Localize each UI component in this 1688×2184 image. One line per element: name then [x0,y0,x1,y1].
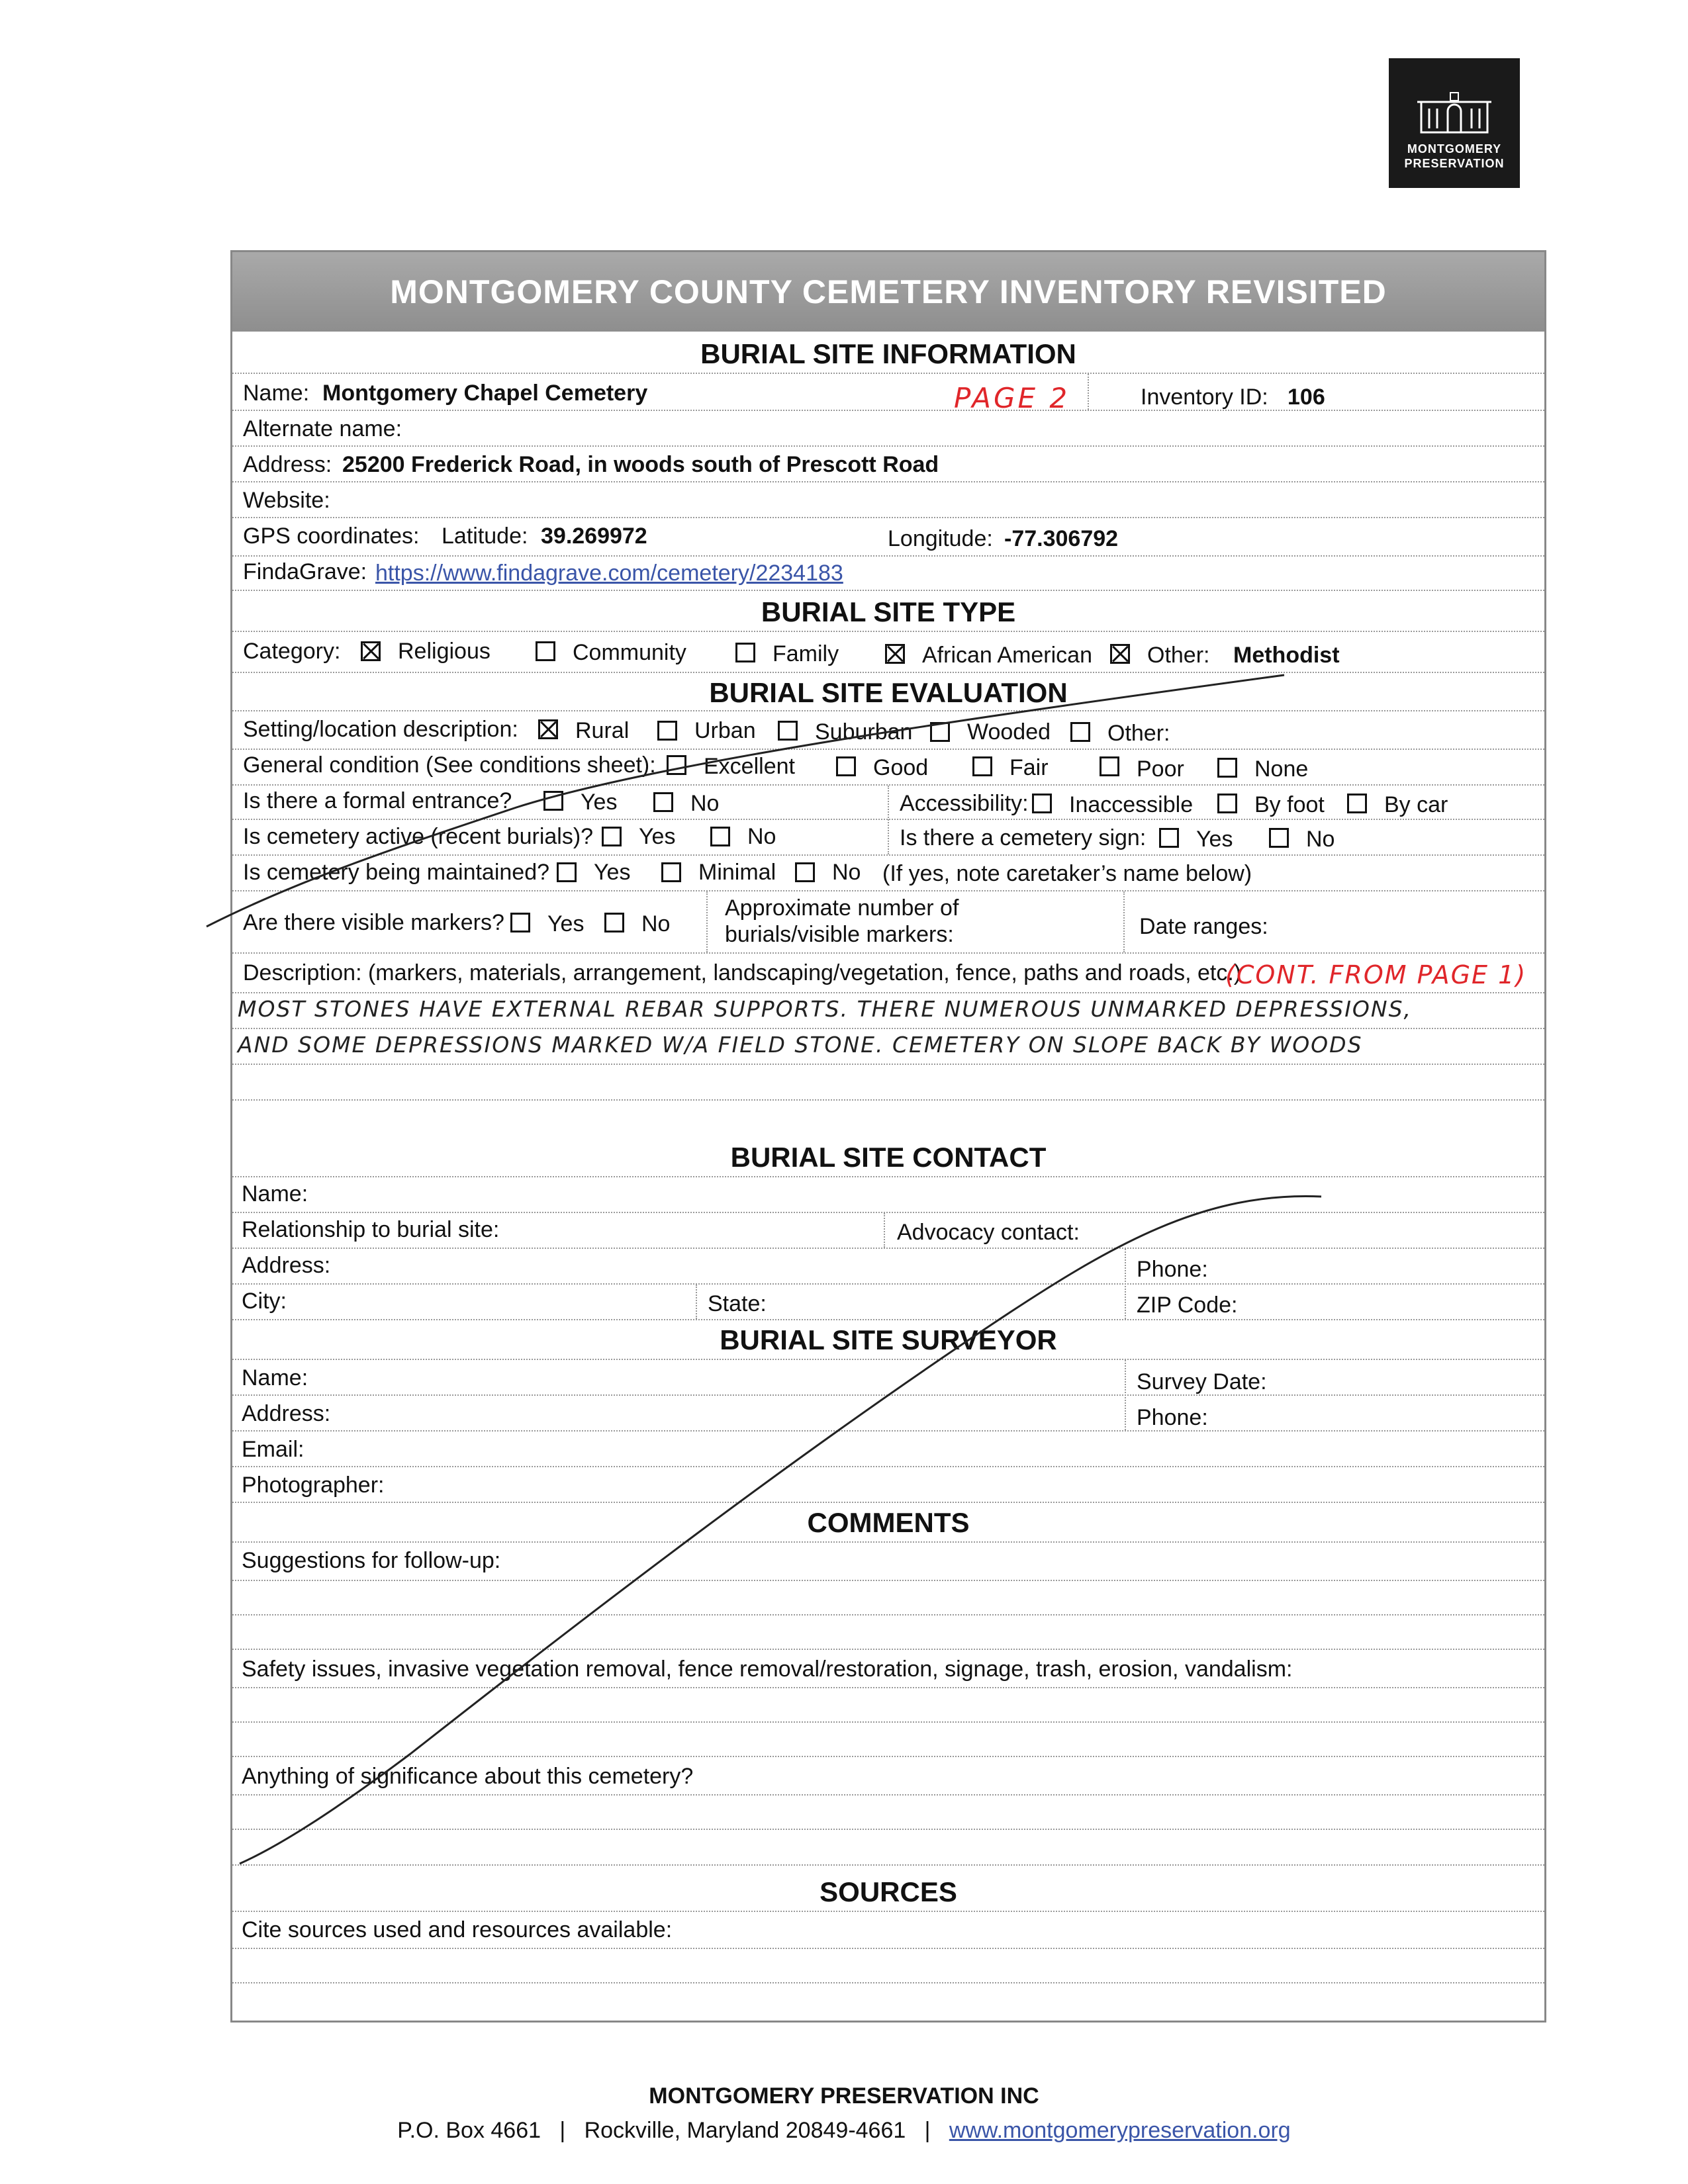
entrance-label: Is there a formal entrance? [243,788,512,813]
section-comments: COMMENTS [807,1507,970,1538]
state-label: State: [708,1291,767,1316]
fair-label: Fair [1009,755,1049,780]
relationship-label: Relationship to burial site: [242,1217,500,1242]
description-label: Description: (markers, materials, arrangement, landscaping/vegetation, fence, paths and roads, etc.) [243,960,1242,985]
surveyor-address-label: Address: [242,1401,331,1426]
latitude-value[interactable]: 39.269972 [541,523,647,549]
footer-separator-1: | [559,2118,566,2143]
other-type-value[interactable]: Methodist [1233,643,1340,668]
entrance-no-label: No [690,791,720,816]
family-label: Family [773,641,839,666]
contact-phone-label: Phone: [1137,1257,1208,1282]
zip-code-label: ZIP Code: [1137,1293,1238,1318]
condition-label: General condition (See conditions sheet): [243,752,656,778]
other-type-label: Other: [1147,643,1210,668]
suburban-label: Suburban [815,719,913,745]
address-label: Address: [243,452,332,477]
caretaker-note: (If yes, note caretaker’s name below) [882,861,1252,886]
findagrave-link[interactable]: https://www.findagrave.com/cemetery/2234183 [375,561,843,586]
longitude-value[interactable]: -77.306792 [1004,526,1119,551]
footer-city: Rockville, Maryland 20849-4661 [584,2118,906,2143]
none-label: None [1254,756,1309,782]
active-no-label: No [747,824,776,849]
african-american-label: African American [922,643,1092,668]
other-setting-label: Other: [1107,721,1170,746]
excellent-label: Excellent [704,754,795,779]
section-sources: SOURCES [820,1876,957,1907]
name-label: Name: [243,381,310,406]
section-burial-site-information: BURIAL SITE INFORMATION [700,338,1076,369]
maintained-label: Is cemetery being maintained? [243,860,550,885]
sign-label: Is there a cemetery sign: [900,825,1147,850]
form-title: MONTGOMERY COUNTY CEMETERY INVENTORY REVISITED [232,252,1544,332]
wooded-label: Wooded [967,719,1051,745]
surveyor-name-label: Name: [242,1365,308,1390]
sources-label: Cite sources used and resources available: [242,1917,673,1942]
maintained-no-label: No [832,860,861,885]
markers-yes-label: Yes [547,911,585,936]
inaccessible-label: Inaccessible [1069,792,1194,817]
maintained-yes-label: Yes [594,860,631,885]
alternate-name-label: Alternate name: [243,416,402,441]
entrance-yes-label: Yes [581,790,618,815]
page-note: PAGE 2 [954,382,1070,414]
inventory-id-value[interactable]: 106 [1288,385,1325,410]
by-foot-label: By foot [1254,792,1325,817]
community-label: Community [573,640,686,665]
gps-label: GPS coordinates: [243,523,420,549]
logo-line-1: MONTGOMERY [1407,142,1502,156]
markers-label: Are there visible markers? [243,910,504,935]
safety-issues-label: Safety issues, invasive vegetation removal, fence removal/restoration, signage, trash, erosion, vandalism: [242,1657,1293,1682]
sign-no-label: No [1306,827,1335,852]
longitude-label: Longitude: [888,526,993,551]
address-value[interactable]: 25200 Frederick Road, in woods south of Prescott Road [342,452,939,477]
continued-note: (CONT. FROM PAGE 1) [1225,960,1527,989]
religious-label: Religious [398,639,491,664]
active-yes-label: Yes [639,824,676,849]
by-car-label: By car [1384,792,1448,817]
poor-label: Poor [1137,756,1184,782]
name-value[interactable]: Montgomery Chapel Cemetery [322,381,648,406]
section-burial-site-type: BURIAL SITE TYPE [761,596,1016,627]
sign-yes-label: Yes [1196,827,1233,852]
section-burial-site-evaluation: BURIAL SITE EVALUATION [709,677,1068,708]
section-burial-site-contact: BURIAL SITE CONTACT [730,1142,1047,1173]
markers-no-label: No [641,911,671,936]
email-label: Email: [242,1437,305,1462]
maintained-minimal-label: Minimal [698,860,776,885]
setting-label: Setting/location description: [243,717,518,742]
latitude-label: Latitude: [442,523,528,549]
footer-po-box: P.O. Box 4661 [397,2118,541,2143]
section-burial-site-surveyor: BURIAL SITE SURVEYOR [720,1324,1057,1355]
survey-date-label: Survey Date: [1137,1369,1267,1394]
contact-address-label: Address: [242,1253,331,1278]
footer-address-line [0,2118,1688,2144]
footer-website-link[interactable]: www.montgomerypreservation.org [949,2118,1291,2143]
accessibility-label: Accessibility: [900,791,1029,816]
inventory-id-label: Inventory ID: [1141,385,1268,410]
active-label: Is cemetery active (recent burials)? [243,824,594,849]
significance-label: Anything of significance about this cemetery? [242,1764,694,1789]
footer-organization: MONTGOMERY PRESERVATION INC [649,2083,1039,2109]
description-handwritten-line-1: MOST STONES HAVE EXTERNAL REBAR SUPPORTS. THERE NUMEROUS UNMARKED DEPRESSIONS, [238,996,1413,1022]
suggestions-label: Suggestions for follow-up: [242,1548,501,1573]
approx-burials-label-2: burials/visible markers: [725,922,954,947]
surveyor-phone-label: Phone: [1137,1405,1208,1430]
footer-separator-2: | [924,2118,931,2143]
good-label: Good [873,755,929,780]
contact-name-label: Name: [242,1181,308,1206]
approx-burials-label-1: Approximate number of [725,895,959,921]
logo-line-2: PRESERVATION [1404,157,1505,170]
date-ranges-label: Date ranges: [1139,914,1268,939]
findagrave-label: FindaGrave: [243,559,367,584]
rural-label: Rural [575,718,630,743]
category-label: Category: [243,639,341,664]
city-label: City: [242,1289,287,1314]
description-handwritten-line-2: AND SOME DEPRESSIONS MARKED W/A FIELD STONE. CEMETERY ON SLOPE BACK BY WOODS [238,1032,1363,1058]
advocacy-contact-label: Advocacy contact: [897,1220,1080,1245]
urban-label: Urban [694,718,756,743]
website-label: Website: [243,488,330,513]
photographer-label: Photographer: [242,1473,385,1498]
